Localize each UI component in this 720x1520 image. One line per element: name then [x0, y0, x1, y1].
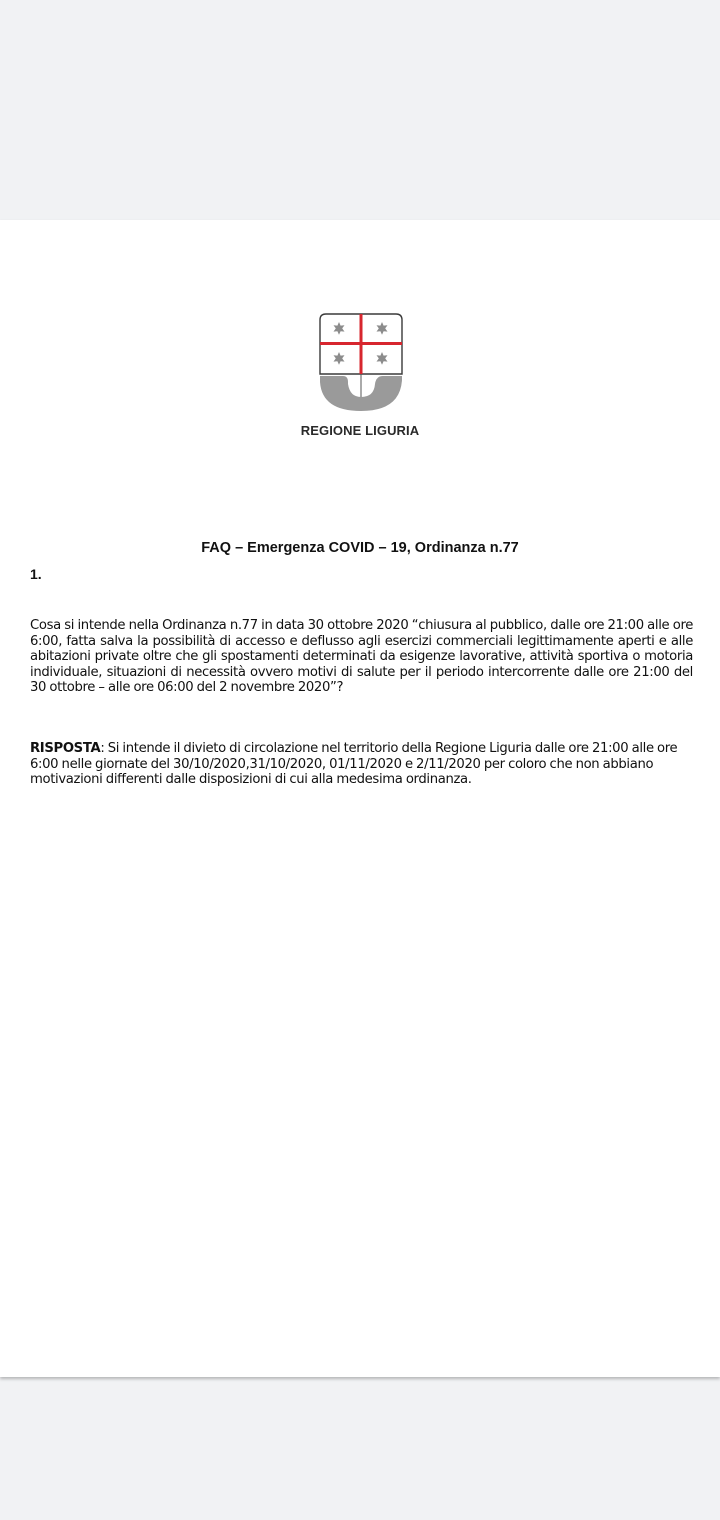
regione-liguria-coat-of-arms-icon	[318, 312, 404, 412]
document-title: FAQ – Emergenza COVID – 19, Ordinanza n.77	[201, 540, 519, 556]
logo-label: REGIONE LIGURIA	[300, 423, 420, 438]
answer-text: Si intende il divieto di circolazione nel territorio della Regione Liguria dalle ore 21:00 alle ore 6:00 nelle giornate del 30/10/2020,31/10/2020, 01/11/2020 e 2/11/2020 per coloro che non abbiano motivazioni differenti dalle disposizioni di cui alla medesima ordinanza.	[30, 741, 678, 788]
answer-label: RISPOSTA	[30, 741, 101, 756]
document-page	[0, 220, 720, 1377]
faq-item-number: 1.	[30, 566, 42, 582]
faq-question: Cosa si intende nella Ordinanza n.77 in data 30 ottobre 2020 “chiusura al pubblico, dalle ore 21:00 alle ore 6:00, fatta salva la possibilità di accesso e deflusso agli esercizi commerciali legittimamente aperti e alle abitazioni private oltre che gli spostamenti determinati da esigenze lavorative, attività sportiva o motoria individuale, situazioni di necessità ovvero motivi di salute per il periodo intercorrente dalle ore 21:00 del 30 ottobre – alle ore 06:00 del 2 novembre 2020”?	[30, 618, 693, 696]
answer-separator: :	[100, 741, 105, 756]
faq-answer	[30, 741, 693, 788]
